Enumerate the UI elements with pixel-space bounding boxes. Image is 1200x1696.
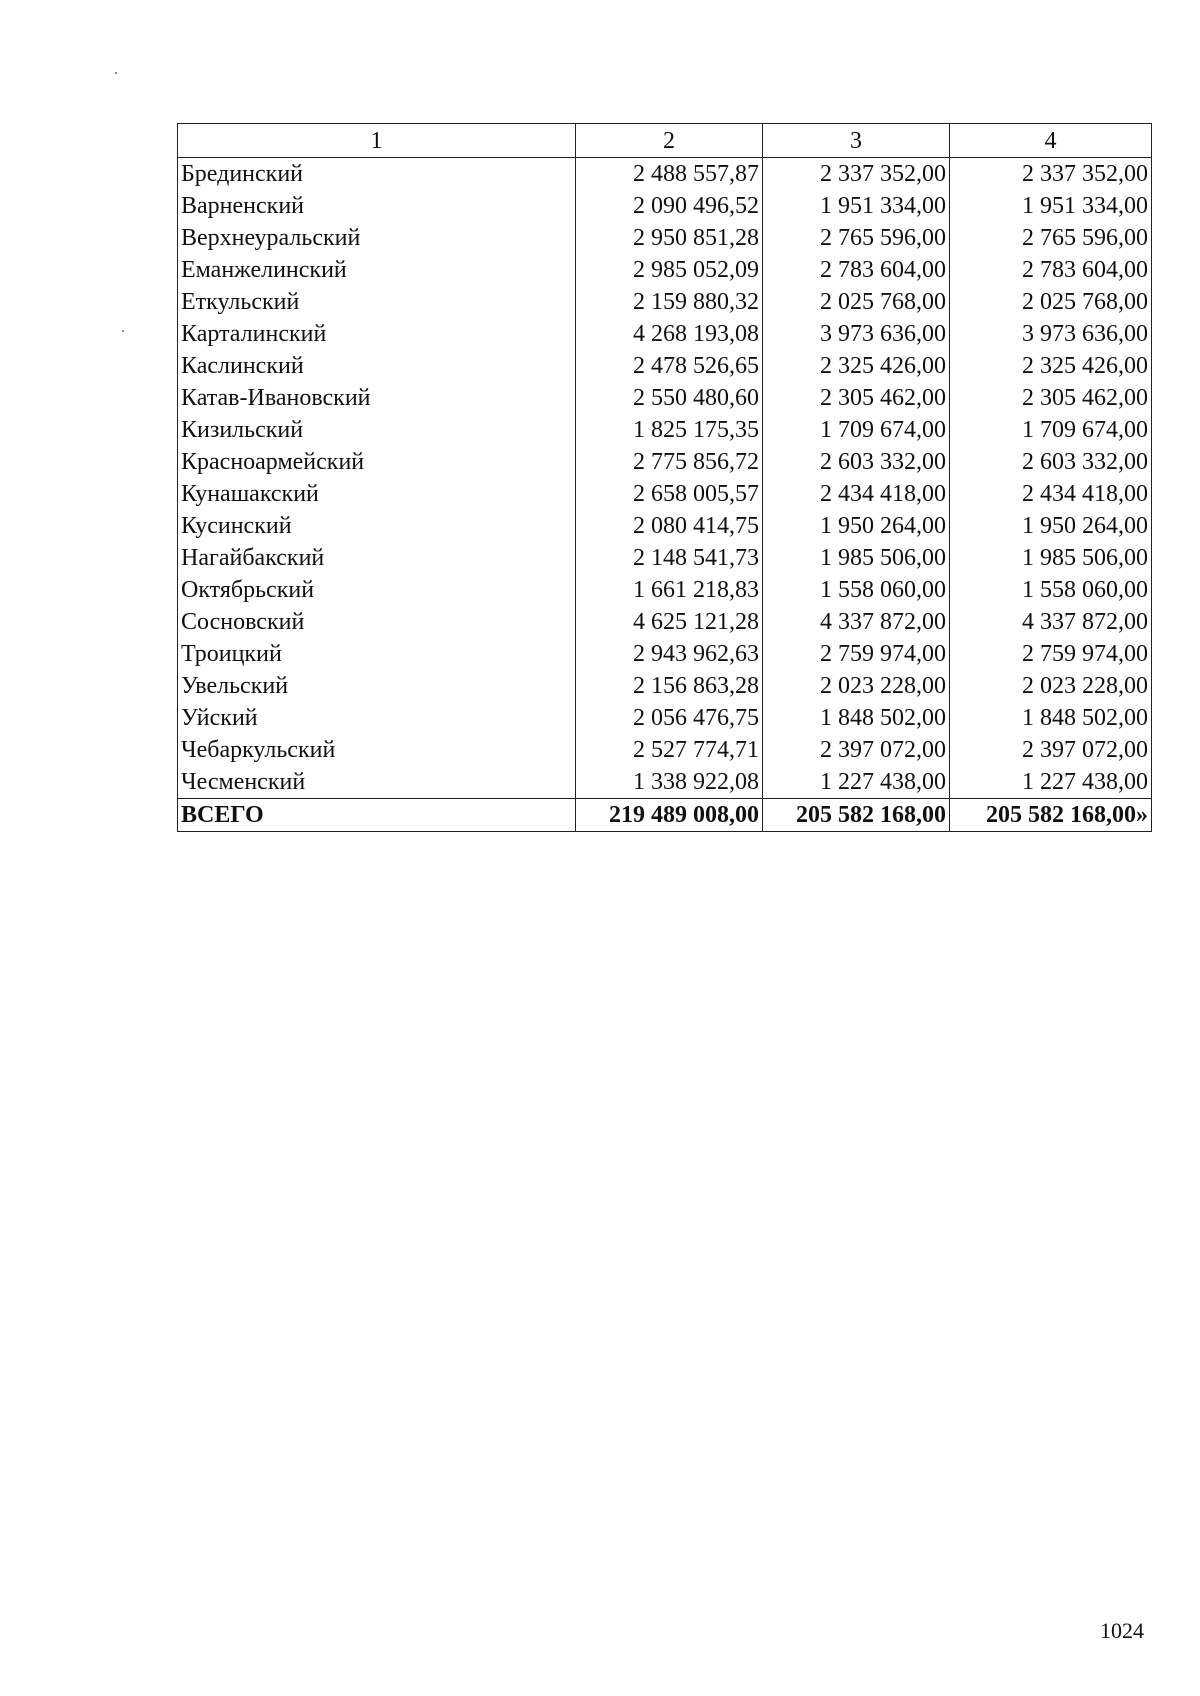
value-cell: 1 951 334,00 — [950, 190, 1152, 222]
table-row — [178, 318, 1152, 350]
total-value: 205 582 168,00 — [763, 799, 950, 832]
value-cell: 2 397 072,00 — [763, 734, 950, 766]
table-row — [178, 638, 1152, 670]
value-cell: 1 985 506,00 — [763, 542, 950, 574]
district-name: Троицкий — [178, 638, 576, 670]
district-name: Катав-Ивановский — [178, 382, 576, 414]
value-cell: 2 527 774,71 — [576, 734, 763, 766]
table-row — [178, 702, 1152, 734]
value-cell: 1 848 502,00 — [950, 702, 1152, 734]
value-cell: 2 080 414,75 — [576, 510, 763, 542]
value-cell: 2 325 426,00 — [950, 350, 1152, 382]
value-cell: 2 550 480,60 — [576, 382, 763, 414]
table-row — [178, 574, 1152, 606]
value-cell: 2 943 962,63 — [576, 638, 763, 670]
value-cell: 2 056 476,75 — [576, 702, 763, 734]
district-name: Верхнеуральский — [178, 222, 576, 254]
district-name: Чебаркульский — [178, 734, 576, 766]
district-name: Увельский — [178, 670, 576, 702]
value-cell: 2 025 768,00 — [763, 286, 950, 318]
value-cell: 2 759 974,00 — [950, 638, 1152, 670]
table-row — [178, 190, 1152, 222]
value-cell: 2 603 332,00 — [950, 446, 1152, 478]
value-cell: 2 159 880,32 — [576, 286, 763, 318]
table-row — [178, 446, 1152, 478]
header-row — [178, 124, 1152, 158]
table-row — [178, 350, 1152, 382]
value-cell: 2 025 768,00 — [950, 286, 1152, 318]
district-name: Уйский — [178, 702, 576, 734]
value-cell: 2 148 541,73 — [576, 542, 763, 574]
value-cell: 2 023 228,00 — [950, 670, 1152, 702]
value-cell: 1 848 502,00 — [763, 702, 950, 734]
district-name: Кунашакский — [178, 478, 576, 510]
table-row — [178, 478, 1152, 510]
value-cell: 2 783 604,00 — [950, 254, 1152, 286]
value-cell: 4 268 193,08 — [576, 318, 763, 350]
table-row — [178, 158, 1152, 191]
page-number: 1024 — [1100, 1618, 1144, 1643]
column-header: 3 — [763, 124, 950, 158]
value-cell: 2 765 596,00 — [950, 222, 1152, 254]
district-name: Красноармейский — [178, 446, 576, 478]
value-cell: 1 227 438,00 — [950, 766, 1152, 799]
value-cell: 1 338 922,08 — [576, 766, 763, 799]
value-cell: 2 783 604,00 — [763, 254, 950, 286]
value-cell: 1 825 175,35 — [576, 414, 763, 446]
value-cell: 1 661 218,83 — [576, 574, 763, 606]
value-cell: 1 558 060,00 — [763, 574, 950, 606]
table-row — [178, 734, 1152, 766]
table-row — [178, 414, 1152, 446]
total-row — [178, 799, 1152, 832]
value-cell: 1 950 264,00 — [763, 510, 950, 542]
district-name: Варненский — [178, 190, 576, 222]
value-cell: 2 337 352,00 — [763, 158, 950, 191]
value-cell: 4 337 872,00 — [950, 606, 1152, 638]
district-name: Кизильский — [178, 414, 576, 446]
value-cell: 2 090 496,52 — [576, 190, 763, 222]
total-label: ВСЕГО — [178, 799, 576, 832]
table-row — [178, 606, 1152, 638]
table-row — [178, 254, 1152, 286]
value-cell: 4 337 872,00 — [763, 606, 950, 638]
district-name: Нагайбакский — [178, 542, 576, 574]
value-cell: 2 658 005,57 — [576, 478, 763, 510]
value-cell: 1 985 506,00 — [950, 542, 1152, 574]
scan-speck — [122, 330, 124, 332]
table-row — [178, 222, 1152, 254]
district-name: Сосновский — [178, 606, 576, 638]
value-cell: 2 488 557,87 — [576, 158, 763, 191]
table-row — [178, 766, 1152, 799]
value-cell: 3 973 636,00 — [763, 318, 950, 350]
value-cell: 2 765 596,00 — [763, 222, 950, 254]
district-name: Октябрьский — [178, 574, 576, 606]
value-cell: 1 709 674,00 — [763, 414, 950, 446]
value-cell: 2 434 418,00 — [950, 478, 1152, 510]
district-name: Еткульский — [178, 286, 576, 318]
district-name: Еманжелинский — [178, 254, 576, 286]
value-cell: 2 985 052,09 — [576, 254, 763, 286]
column-header: 4 — [950, 124, 1152, 158]
value-cell: 2 305 462,00 — [950, 382, 1152, 414]
value-cell: 2 305 462,00 — [763, 382, 950, 414]
value-cell: 2 775 856,72 — [576, 446, 763, 478]
value-cell: 2 603 332,00 — [763, 446, 950, 478]
total-value: 205 582 168,00» — [950, 799, 1152, 832]
table-row — [178, 542, 1152, 574]
value-cell: 2 156 863,28 — [576, 670, 763, 702]
district-name: Карталинский — [178, 318, 576, 350]
value-cell: 1 227 438,00 — [763, 766, 950, 799]
allocation-table — [177, 123, 1152, 832]
value-cell: 3 973 636,00 — [950, 318, 1152, 350]
district-name: Каслинский — [178, 350, 576, 382]
value-cell: 2 337 352,00 — [950, 158, 1152, 191]
value-cell: 2 325 426,00 — [763, 350, 950, 382]
value-cell: 4 625 121,28 — [576, 606, 763, 638]
district-name: Кусинский — [178, 510, 576, 542]
table-row — [178, 510, 1152, 542]
district-name: Брединский — [178, 158, 576, 191]
table-row — [178, 382, 1152, 414]
value-cell: 2 950 851,28 — [576, 222, 763, 254]
value-cell: 1 950 264,00 — [950, 510, 1152, 542]
table-row — [178, 286, 1152, 318]
total-value: 219 489 008,00 — [576, 799, 763, 832]
value-cell: 2 434 418,00 — [763, 478, 950, 510]
district-name: Чесменский — [178, 766, 576, 799]
column-header: 2 — [576, 124, 763, 158]
value-cell: 1 951 334,00 — [763, 190, 950, 222]
value-cell: 1 709 674,00 — [950, 414, 1152, 446]
value-cell: 2 397 072,00 — [950, 734, 1152, 766]
value-cell: 2 478 526,65 — [576, 350, 763, 382]
value-cell: 2 023 228,00 — [763, 670, 950, 702]
table-row — [178, 670, 1152, 702]
column-header: 1 — [178, 124, 576, 158]
value-cell: 2 759 974,00 — [763, 638, 950, 670]
value-cell: 1 558 060,00 — [950, 574, 1152, 606]
scan-speck — [115, 72, 117, 74]
